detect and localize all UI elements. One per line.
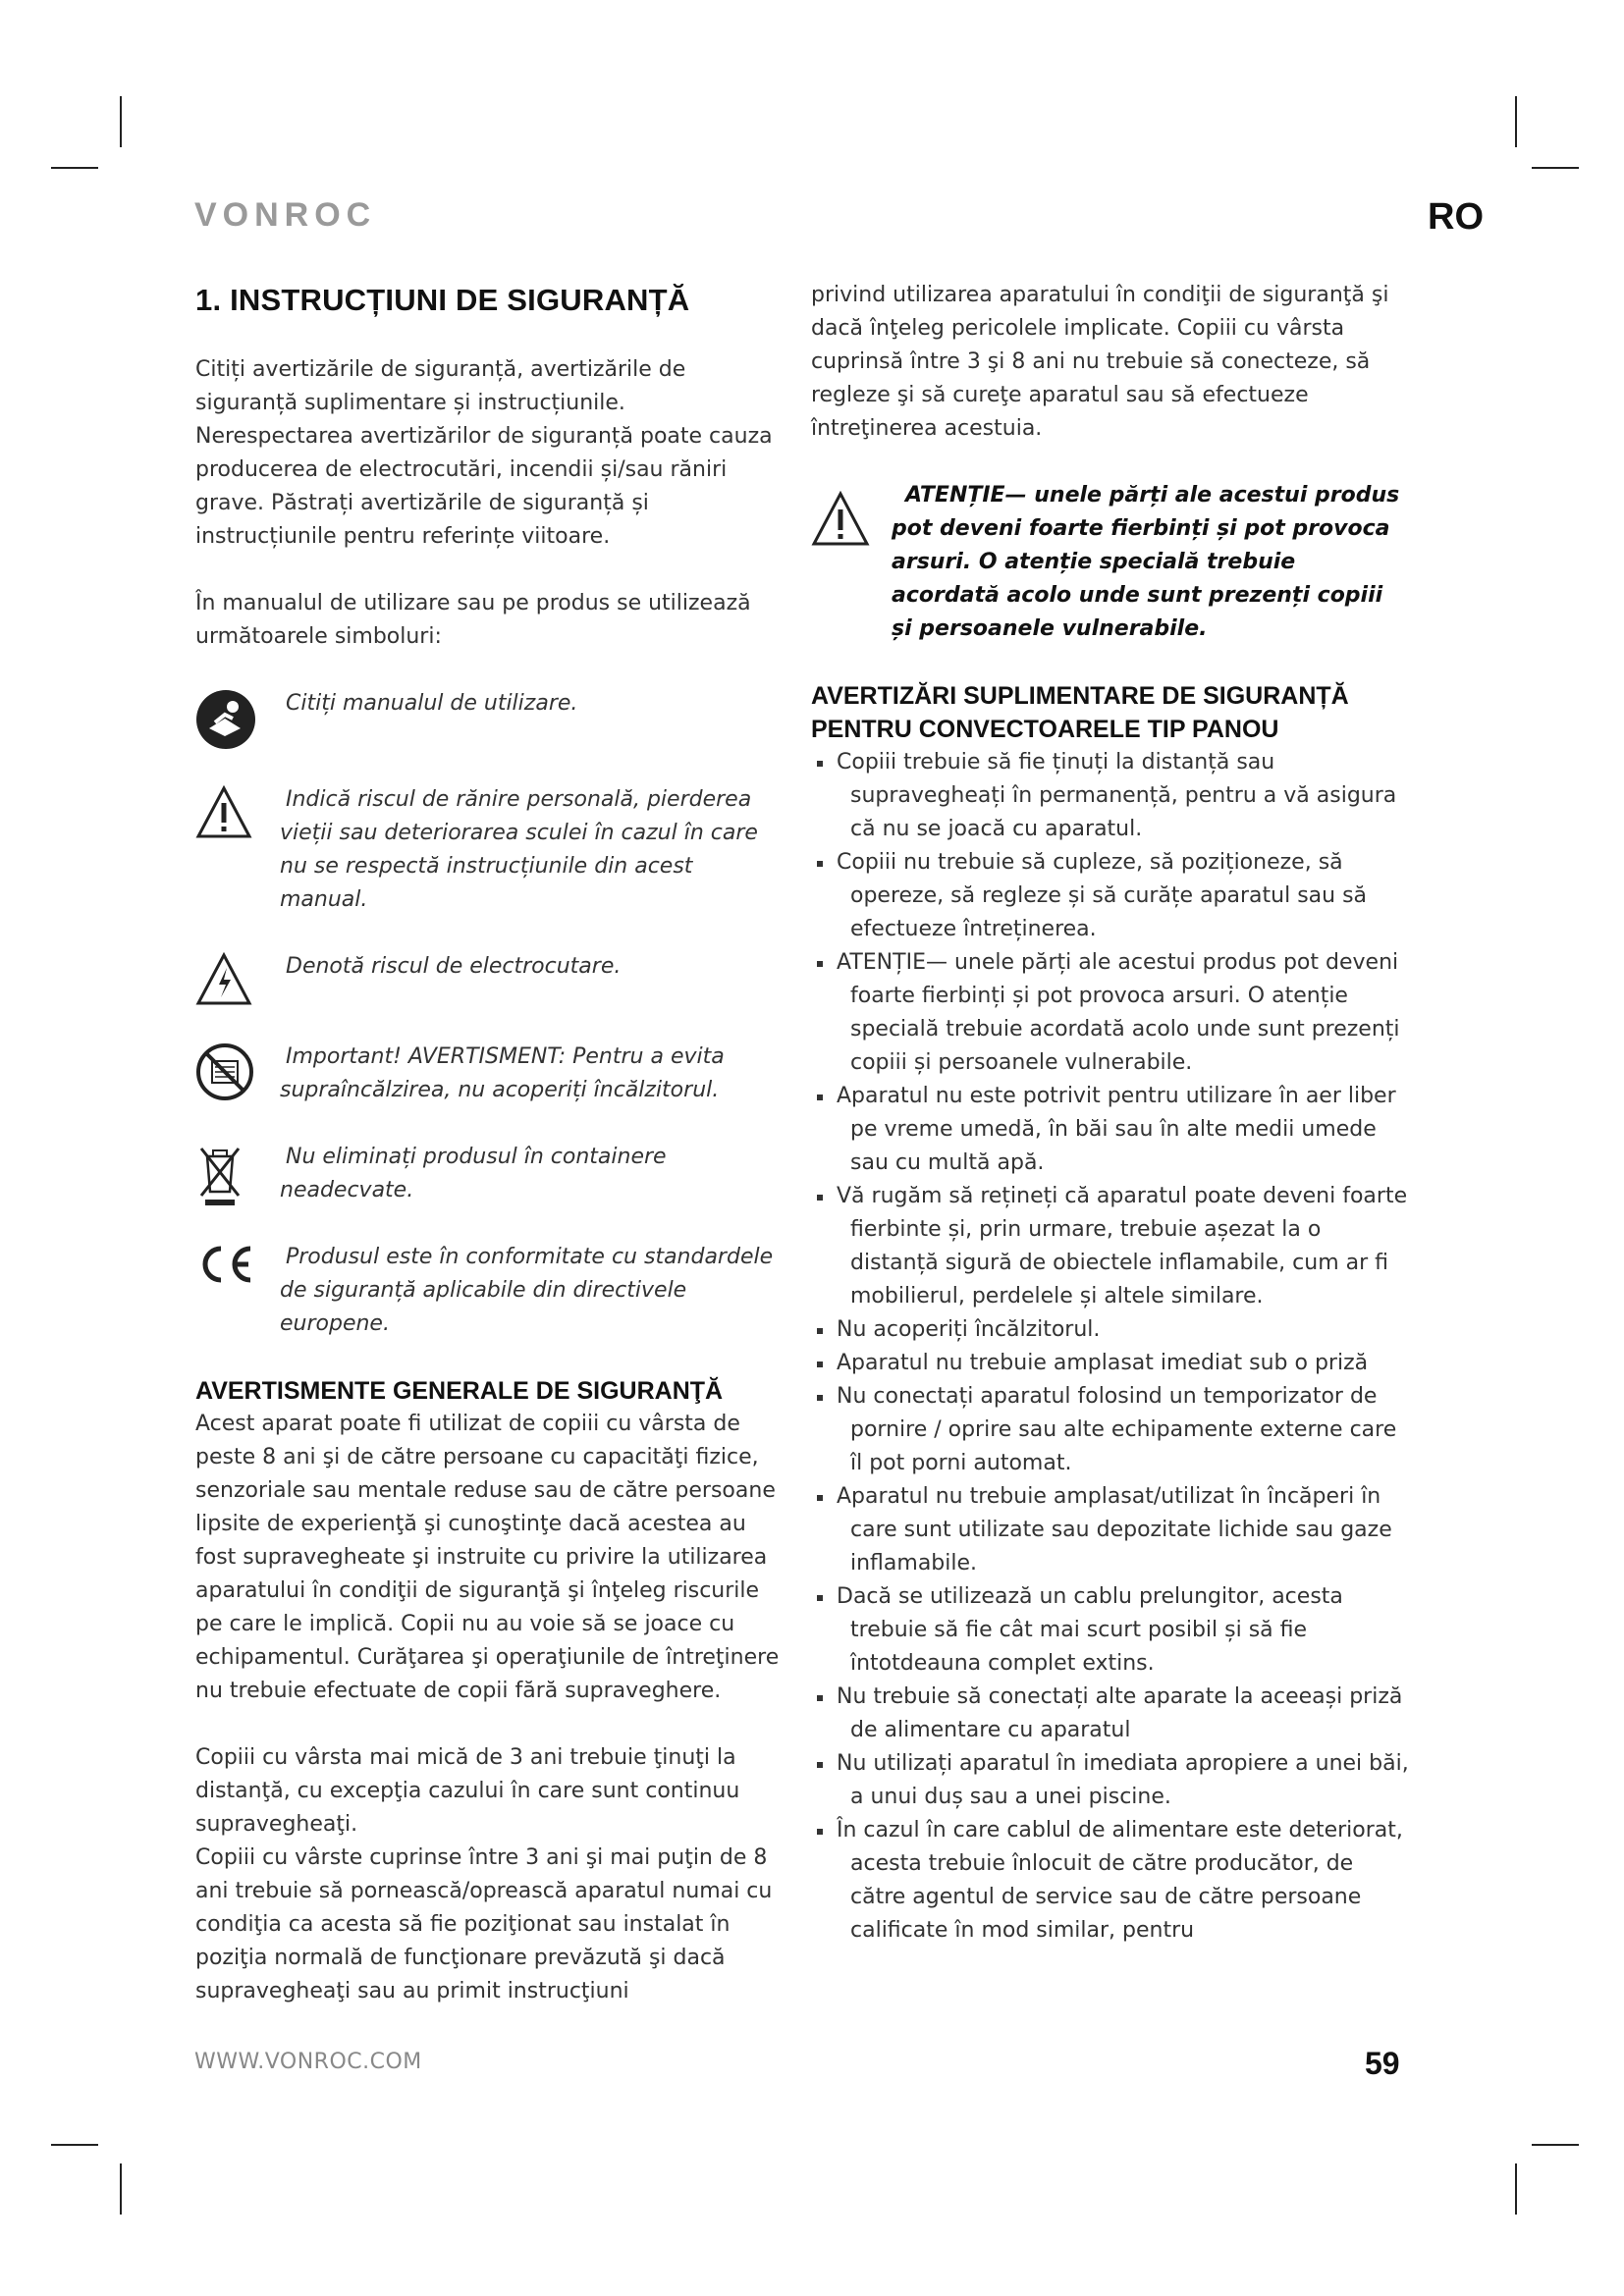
- symbol-text: Produsul este în conformitate cu standardele de siguranță aplicabile din directivele europene.: [280, 1245, 774, 1336]
- symbol-text: Citiți manualul de utilizare.: [286, 691, 578, 716]
- crop-mark: [1515, 96, 1517, 147]
- general-warnings-heading: AVERTISMENTE GENERALE DE SIGURANŢĂ: [195, 1377, 724, 1405]
- symbol-text: Denotă riscul de electrocutare.: [286, 954, 622, 979]
- symbol-text: Important! AVERTISMENT: Pentru a evita supraîncălzirea, nu acoperiți încălzitorul.: [280, 1044, 725, 1102]
- right-column: [811, 279, 1410, 1948]
- crop-mark: [51, 167, 98, 169]
- list-item: Nu conectați aparatul folosind un temporizator de pornire / oprire sau alte echipamente externe care îl pot porni automat.: [811, 1380, 1410, 1480]
- footer-url[interactable]: WWW.VONROC.COM: [194, 2050, 422, 2074]
- list-item: Vă rugăm să rețineți că aparatul poate deveni foarte fierbinte și, prin urmare, trebuie așezat la o distanță sigură de obiectele inflamabile, cum ar fi mobilierul, perdelele și altele similare.: [811, 1180, 1410, 1313]
- page-number: 59: [1365, 2046, 1400, 2081]
- brand-logo: VONROC: [194, 196, 377, 234]
- symbol-row: [195, 1041, 785, 1107]
- crop-mark: [1532, 2144, 1579, 2146]
- supplementary-list: [811, 746, 1410, 1948]
- symbol-text: Nu eliminați produsul în containere neadecvate.: [280, 1145, 667, 1202]
- list-item: Aparatul nu trebuie amplasat/utilizat în încăperi în care sunt utilizate sau depozitate lichide sau gaze inflamabile.: [811, 1480, 1410, 1580]
- symbol-row: [195, 950, 785, 1007]
- list-item: Copiii trebuie să fie ținuți la distanță sau supravegheați în permanență, pentru a vă asigura că nu se joacă cu aparatul.: [811, 746, 1410, 846]
- list-item: ATENȚIE— unele părți ale acestui produs pot deveni foarte fierbinți și pot provoca arsuri. O atenție specială trebuie acordată acolo unde sunt prezenți copiii și persoanele vulnerabile.: [811, 946, 1410, 1080]
- symbol-row: [195, 687, 785, 750]
- symbol-row: [195, 783, 785, 917]
- crop-mark: [120, 96, 122, 147]
- crop-mark: [51, 2144, 98, 2146]
- language-code: RO: [1428, 196, 1484, 238]
- caution-text: ATENȚIE— unele părți ale acestui produs pot deveni foarte fierbinți și pot provoca arsuri. O atenție specială trebuie acordată acolo unde sunt prezenți copiii și persoanele vulnerabile.: [892, 483, 1400, 641]
- symbols-intro: În manualul de utilizare sau pe produs se utilizează următoarele simboluri:: [195, 591, 751, 649]
- list-item: În cazul în care cablul de alimentare este deteriorat, acesta trebuie înlocuit de către producător, de către agentul de service sau de către persoane calificate în mod similar, pentru: [811, 1814, 1410, 1948]
- list-item: Aparatul nu este potrivit pentru utilizare în aer liber pe vreme umedă, în băi sau în alte medii umede sau cu multă apă.: [811, 1080, 1410, 1180]
- crop-mark: [120, 2163, 122, 2215]
- weee-bin-icon: [195, 1141, 280, 1207]
- symbol-row: [195, 1241, 785, 1341]
- list-item: Nu acoperiți încălzitorul.: [811, 1313, 1410, 1347]
- symbol-text: Indică riscul de rănire personală, pierderea vieții sau deteriorarea sculei în cazul în care nu se respectă instrucțiunile din acest manual.: [280, 787, 758, 912]
- general-paragraph: Copiii cu vârste cuprinse între 3 ani şi mai puţin de 8 ani trebuie să pornească/oprească aparatul numai cu condiţia ca acesta să fie poziţionat sau instalat în poziţia normală de funcţionare prevăzută şi dacă supravegheaţi sau au primit instrucţiuni: [195, 1845, 773, 2003]
- symbol-row: [195, 1141, 785, 1207]
- list-item: Aparatul nu trebuie amplasat imediat sub o priză: [811, 1347, 1410, 1380]
- electric-shock-icon: [195, 950, 280, 1007]
- general-paragraph: Acest aparat poate fi utilizat de copiii cu vârsta de peste 8 ani şi de către persoane cu capacităţi fizice, senzoriale sau mentale reduse sau de către persoane lipsite de experienţă şi cunoştinţe dacă acestea au fost supravegheate şi instruite cu privire la utilizarea aparatului în condiţii de siguranţă şi înţeleg riscurile pe care le implică. Copii nu au voie să se joace cu echipamentul. Curăţarea şi operaţiunile de întreţinere nu trebuie efectuate de copii fără supraveghere.: [195, 1412, 780, 1703]
- supplementary-heading: AVERTIZĂRI SUPLIMENTARE DE SIGURANȚĂ PENTRU CONVECTOARELE TIP PANOU: [811, 682, 1349, 743]
- crop-mark: [1532, 167, 1579, 169]
- intro-paragraph: Citiți avertizările de siguranță, avertizările de siguranță suplimentare și instrucțiunile. Nerespectarea avertizărilor de siguranță poate cauza producerea de electrocutări, incendii și/sau răniri grave. Păstrați avertizările de siguranță și instrucțiunile pentru referințe viitoare.: [195, 357, 773, 549]
- list-item: Nu utilizați aparatul în imediata apropiere a unei băi, a unui duș sau a unei piscine.: [811, 1747, 1410, 1814]
- warning-triangle-icon: [811, 479, 892, 552]
- list-item: Copiii nu trebuie să cupleze, să poziționeze, să opereze, să regleze și să curățe aparatul sau să efectueze întreținerea.: [811, 846, 1410, 946]
- general-paragraph-continued: privind utilizarea aparatului în condiţii de siguranţă şi dacă înţeleg pericolele implicate. Copiii cu vârsta cuprinsă între 3 şi 8 ani nu trebuie să conecteze, să regleze şi să cureţe aparatul sau să efectueze întreţinerea acestuia.: [811, 283, 1389, 441]
- do-not-cover-icon: [195, 1041, 280, 1101]
- list-item: Nu trebuie să conectați alte aparate la aceeași priză de alimentare cu aparatul: [811, 1681, 1410, 1747]
- general-paragraph: Copiii cu vârsta mai mică de 3 ani trebuie ţinuţi la distanţă, cu excepţia cazului în care sunt continuu supravegheaţi.: [195, 1745, 740, 1837]
- left-column: [195, 279, 785, 2008]
- caution-block: [811, 479, 1410, 646]
- crop-mark: [1515, 2163, 1517, 2215]
- warning-triangle-icon: [195, 783, 280, 840]
- section-title: 1. INSTRUCȚIUNI DE SIGURANȚĂ: [195, 283, 690, 317]
- ce-mark-icon: [195, 1241, 280, 1286]
- list-item: Dacă se utilizează un cablu prelungitor, acesta trebuie să fie cât mai scurt posibil și să fie întotdeauna complet extins.: [811, 1580, 1410, 1681]
- read-manual-icon: [195, 687, 280, 750]
